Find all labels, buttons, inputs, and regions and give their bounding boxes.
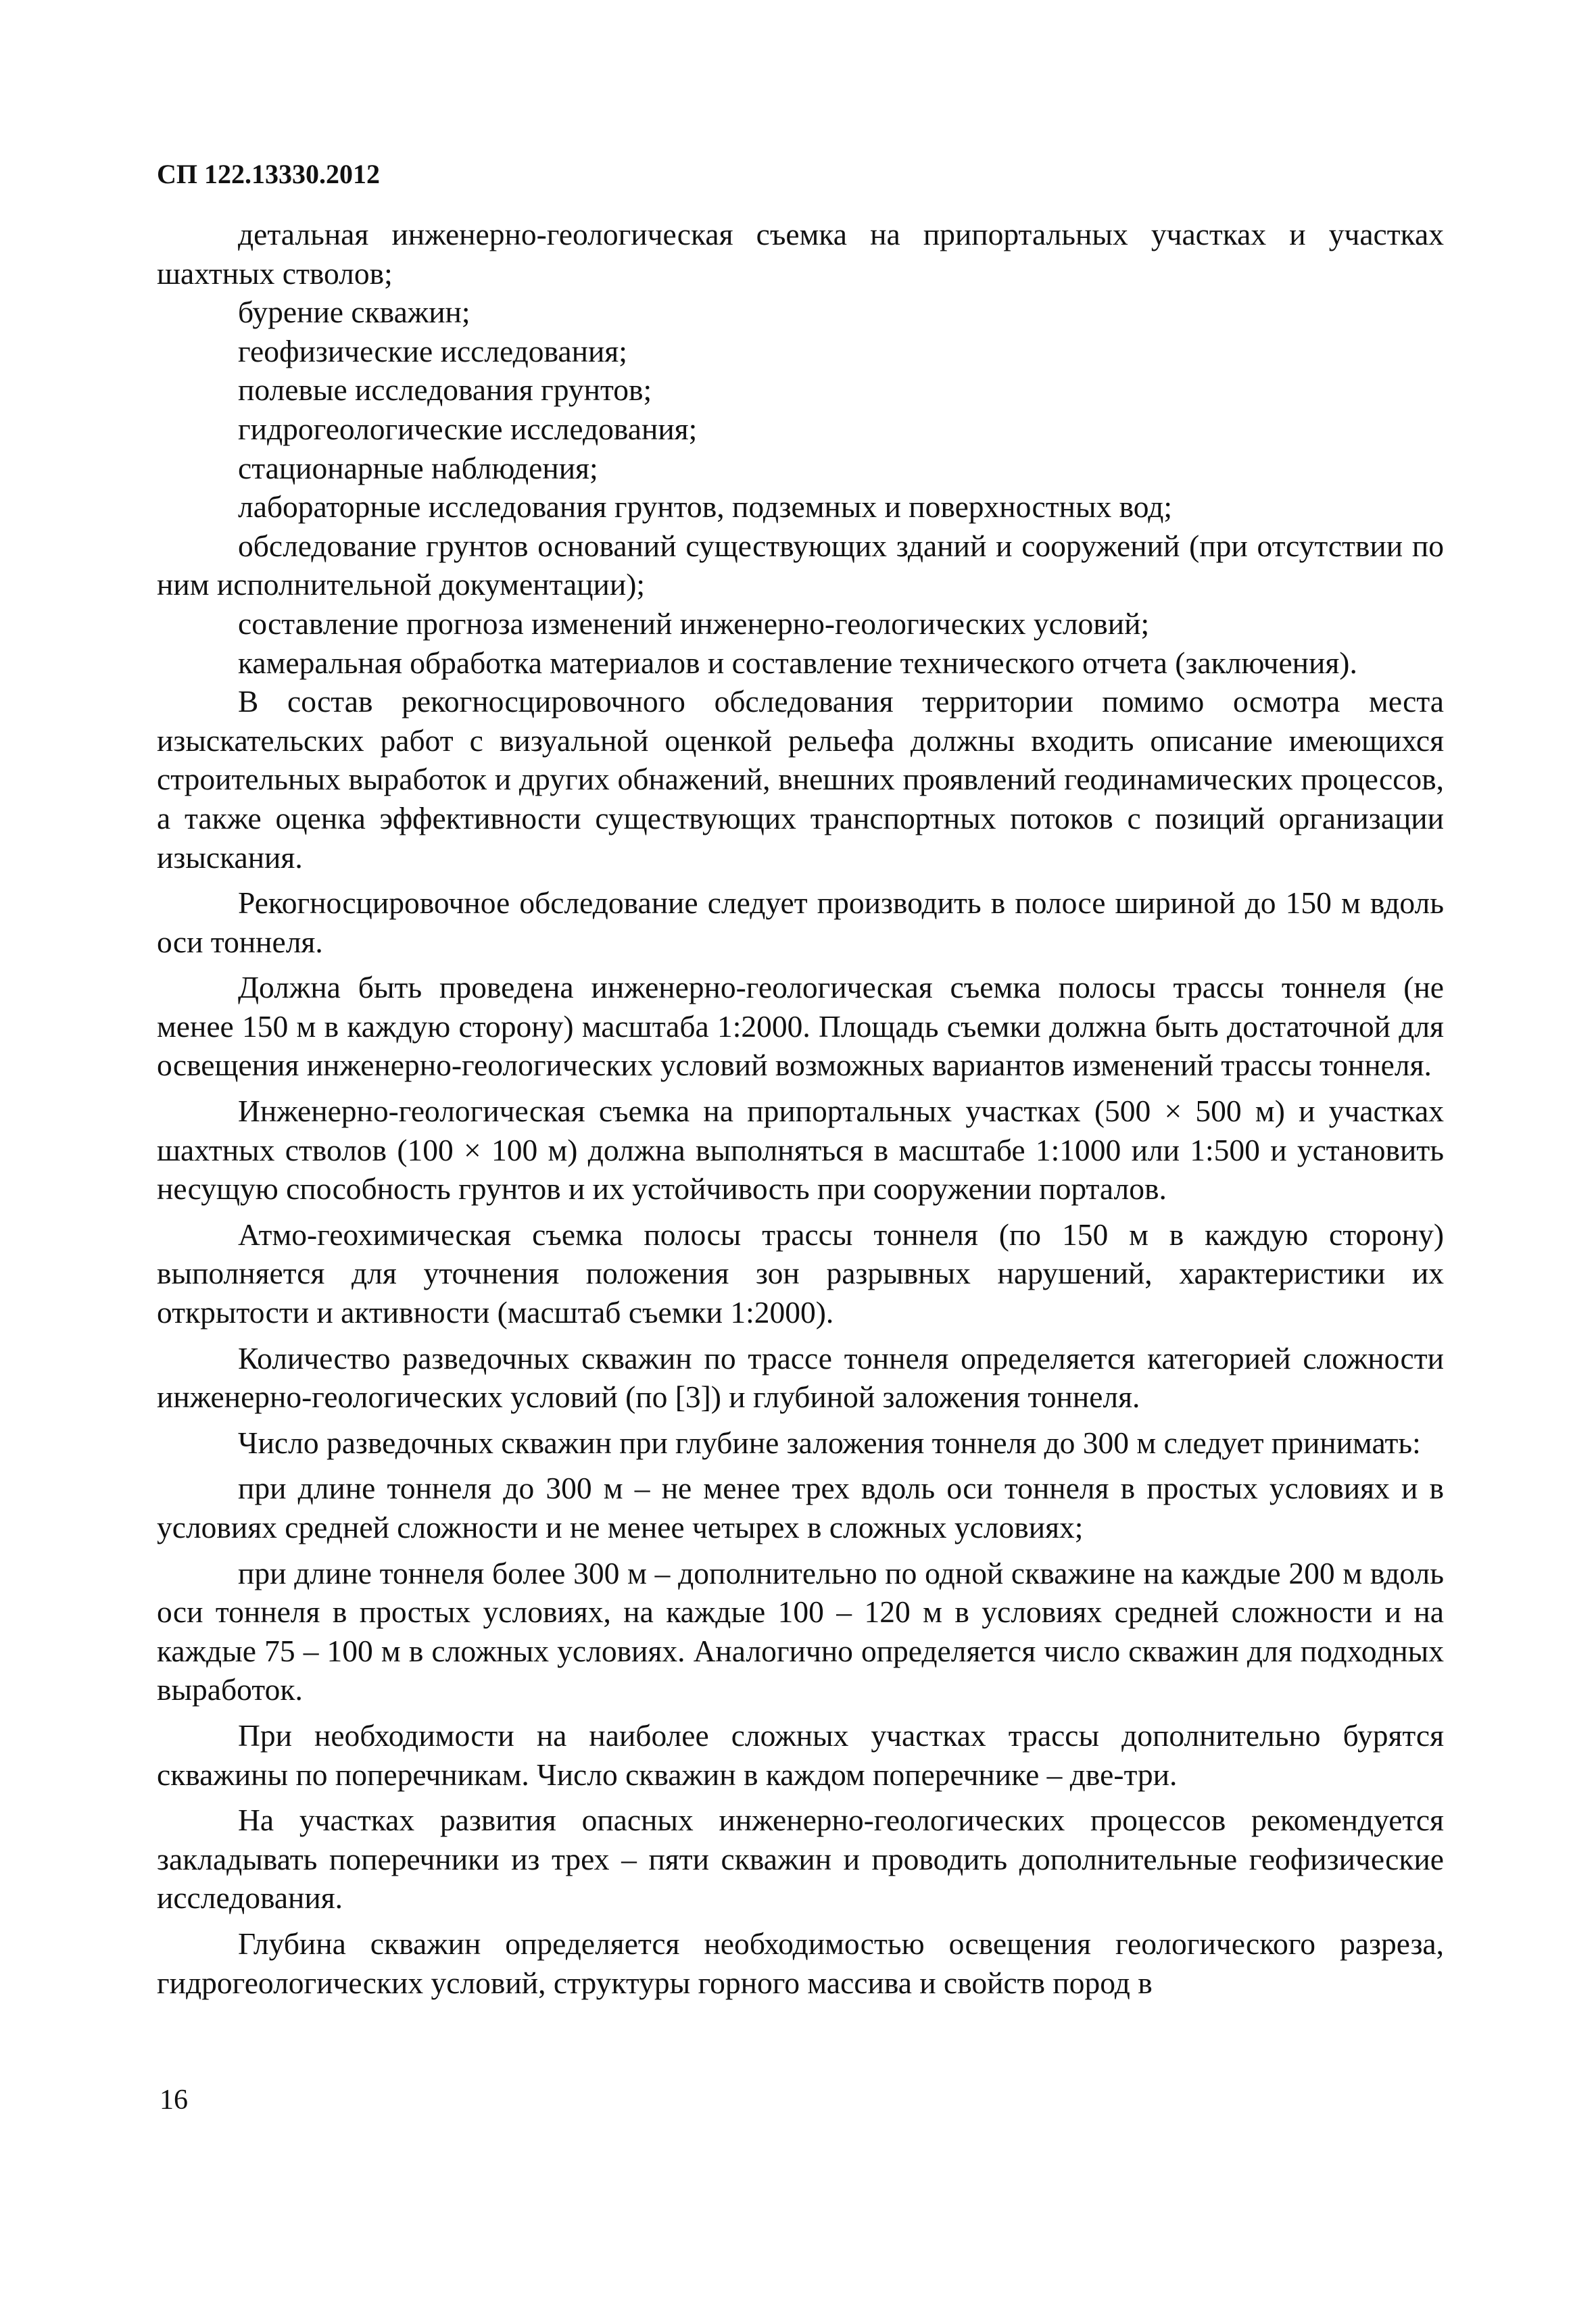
paragraph: Должна быть проведена инженерно-геологическая съемка полосы трассы тоннеля (не менее 150 м в каждую сторону) масштаба 1:2000. Площадь съемки должна быть достаточной для освещения инженерно-геологических условий возможных вариантов изменений трассы тоннеля. [157, 970, 1444, 1083]
paragraph: Количество разведочных скважин по трассе тоннеля определяется категорией сложности инженерно-геологических условий (по [3]) и глубиной заложения тоннеля. [157, 1340, 1444, 1415]
paragraph: В состав рекогносцировочного обследования территории помимо осмотра места изыскательских работ с визуальной оценкой рельефа должны входить описание имеющихся строительных выработок и других обнажений, внешних проявлений геодинамических процессов, а также оценка эффективности существующих транспортных потоков с позиций организации изыскания. [157, 684, 1444, 875]
paragraph: стационарные наблюдения; [238, 450, 598, 485]
paragraph: Инженерно-геологическая съемка на припортальных участках (500 × 500 м) и участках шахтных стволов (100 × 100 м) должна выполняться в масштабе 1:1000 или 1:500 и установить несущую способность грунтов и их устойчивость при сооружении порталов. [157, 1094, 1444, 1207]
paragraph: при длине тоннеля более 300 м – дополнительно по одной скважине на каждые 200 м вдоль оси тоннеля в простых условиях, на каждые 100 – 120 м в условиях средней сложности и на каждые 75 – 100 м в сложных условиях. Аналогично определяется число скважин для подходных выработок. [157, 1555, 1444, 1707]
paragraph: полевые исследования грунтов; [238, 372, 652, 408]
paragraph: детальная инженерно-геологическая съемка на припортальных участках и участках шахтных стволов; [157, 217, 1444, 291]
document-code-header: СП 122.13330.2012 [157, 159, 380, 189]
paragraph: обследование грунтов оснований существующих зданий и сооружений (при отсутствии по ним исполнительной документации); [157, 528, 1444, 602]
paragraph: камеральная обработка материалов и составление технического отчета (заключения). [238, 645, 1357, 680]
paragraph: лабораторные исследования грунтов, подземных и поверхностных вод; [238, 489, 1173, 525]
body-text [157, 215, 1444, 2002]
paragraph: составление прогноза изменений инженерно-геологических условий; [238, 606, 1150, 641]
paragraph: бурение скважин; [238, 295, 470, 330]
page-number: 16 [160, 2085, 188, 2116]
paragraph: геофизические исследования; [238, 333, 627, 368]
paragraph: Число разведочных скважин при глубине заложения тоннеля до 300 м следует принимать: [238, 1425, 1421, 1460]
paragraph: На участках развития опасных инженерно-геологических процессов рекомендуется закладывать поперечники из трех – пяти скважин и проводить дополнительные геофизические исследования. [157, 1803, 1444, 1916]
paragraph: При необходимости на наиболее сложных участках трассы дополнительно бурятся скважины по поперечникам. Число скважин в каждом поперечнике – две-три. [157, 1717, 1444, 1792]
paragraph: Атмо-геохимическая съемка полосы трассы тоннеля (по 150 м в каждую сторону) выполняется для уточнения положения зон разрывных нарушений, характеристики их открытости и активности (масштаб съемки 1:2000). [157, 1217, 1444, 1330]
paragraph: Глубина скважин определяется необходимостью освещения геологического разреза, гидрогеологических условий, структуры горного массива и свойств пород в [157, 1926, 1444, 2000]
paragraph: гидрогеологические исследования; [238, 411, 698, 446]
paragraph: при длине тоннеля до 300 м – не менее трех вдоль оси тоннеля в простых условиях и в условиях средней сложности и не менее четырех в сложных условиях; [157, 1471, 1444, 1544]
paragraph: Рекогносцировочное обследование следует производить в полосе шириной до 150 м вдоль оси тоннеля. [157, 885, 1444, 959]
